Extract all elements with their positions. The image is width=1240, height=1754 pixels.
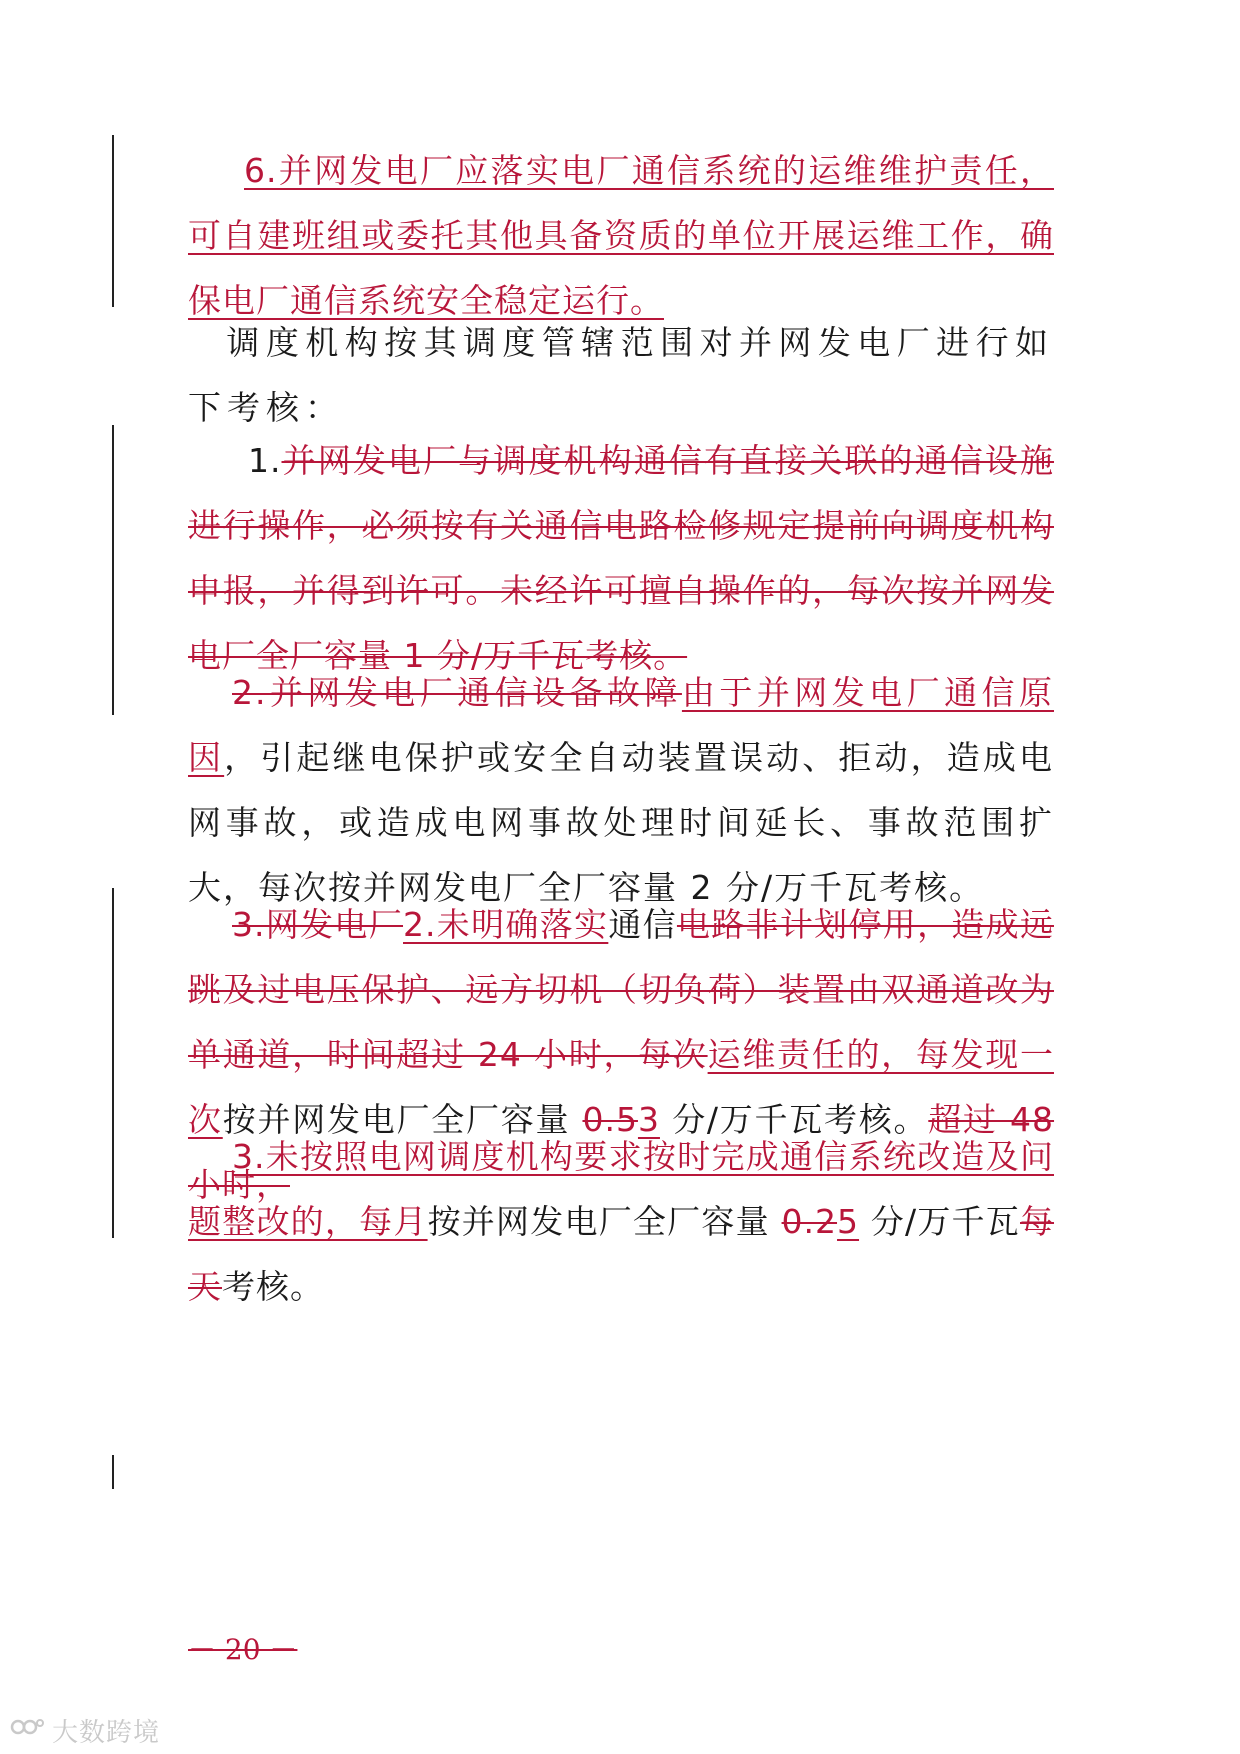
paragraph-6: [188, 138, 1054, 333]
deleted-text: 电路非计划停用，造成远跳及过电压保护、远方切机（切负荷）装置由双通道改为单通道，时间超过 24 小时，每次: [188, 905, 1054, 1074]
deleted-value: 0.5: [582, 1100, 638, 1139]
body-text: 按并网发电厂全厂容量: [222, 1100, 583, 1139]
deleted-text: 3.网发电厂: [232, 905, 404, 944]
inserted-text: 由于并网发电厂通信原因: [188, 673, 1054, 777]
inserted-text: 6.并网发电厂应落实电厂通信系统的运维维护责任，可自建班组或委托其他具备资质的单位开展运维工作，确保电厂通信系统安全稳定运行。: [188, 151, 1054, 320]
paragraph-2: [188, 660, 1054, 920]
deleted-text: 超过 48 小时，: [188, 1100, 1055, 1204]
body-text: 通信: [608, 905, 677, 944]
paragraph-1-deleted: [188, 428, 1054, 688]
inserted-text: 3.未按照电网调度机构要求按时完成通信系统改造及问题整改的，每月: [188, 1137, 1054, 1241]
deleted-value: 0.2: [781, 1202, 838, 1241]
item-number: 1.: [248, 441, 282, 480]
body-text: 按并网发电厂全厂容量: [427, 1202, 782, 1241]
watermark-text: 大数跨境: [52, 1718, 161, 1748]
revision-bar: [112, 888, 114, 1238]
deleted-text: 并网发电厂与调度机构通信有直接关联的通信设施进行操作，必须按有关通信电路检修规定提前向调度机构申报，并得到许可。未经许可擅自操作的，每次按并网发电厂全厂容量 1 分/万千瓦考核。: [188, 441, 1054, 675]
body-text: 分/万千瓦考核。: [659, 1100, 929, 1139]
revision-bar: [112, 1455, 114, 1489]
inserted-value: 3: [637, 1100, 660, 1139]
inserted-text: 运维责任的，每发现一次: [188, 1035, 1054, 1139]
page-number: － 20 －: [188, 1633, 298, 1666]
body-text: 考核。: [222, 1267, 324, 1306]
inserted-value: 5: [837, 1202, 860, 1241]
paragraph-3-new: [188, 1124, 1054, 1319]
paragraph-assessment-intro: [188, 310, 1054, 440]
body-text: ，引起继电保护或安全自动装置误动、拒动，造成电网事故，或造成电网事故处理时间延长、事故范围扩大，每次按并网发电厂全厂容量 2 分/万千瓦考核。: [188, 738, 1055, 907]
deleted-text: 2.并网发电厂通信设备故障: [232, 673, 682, 712]
body-text: 调度机构按其调度管辖范围对并网发电厂进行如下考核：: [188, 323, 1054, 427]
revision-bar: [112, 425, 114, 715]
dashu-logo-icon: [10, 1713, 46, 1747]
inserted-text: 2.未明确落实: [403, 905, 609, 944]
watermark: [10, 1712, 160, 1749]
body-text: 分/万千瓦: [859, 1202, 1020, 1241]
revision-bar: [112, 135, 114, 307]
deleted-text: 每天: [188, 1202, 1054, 1306]
